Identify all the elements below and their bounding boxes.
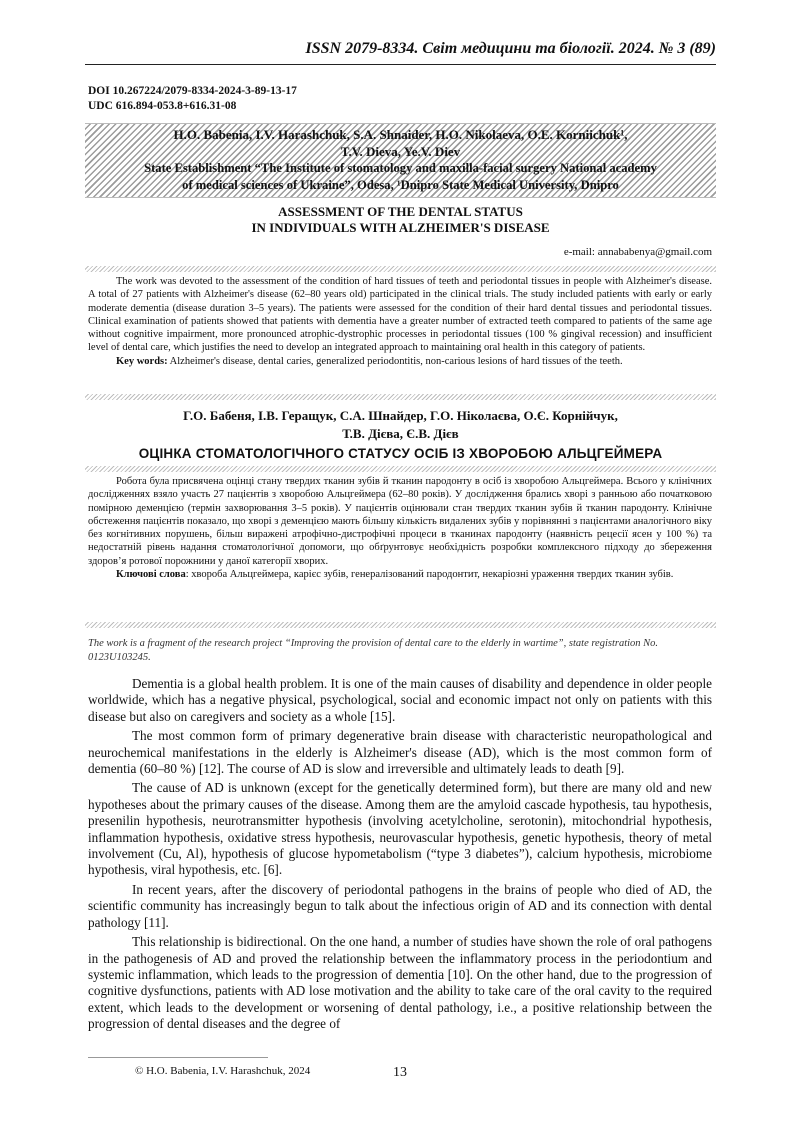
doi[interactable]: DOI 10.267224/2079-8334-2024-3-89-13-17 — [88, 85, 297, 97]
keywords-en-text: Alzheimer's disease, dental caries, generalized periodontitis, non-carious lesions of hard tissues of the teeth. — [169, 355, 623, 367]
divider-bottom — [85, 622, 716, 628]
article-body — [88, 676, 712, 1036]
authors-en-line2: T.V. Dieva, Ye.V. Diev — [340, 144, 461, 159]
abstract-ua-text: Робота була присвячена оцінці стану твердих тканин зубів й тканин пародонту в осіб із хворобою Альцгеймера. Всього у клінічних дослідженнях взяло участь 27 пацієнтів з хворобою Альцгеймера (62–80 років). У дослідження брались хворі з ранньою або початковою помірною деменцією (термін захворювання 3–5 років). У пацієнтів оцінювали стан твердих тканин зубів й тканин пародонту. Клінічне обстеження пацієнтів показало, що хворі з деменцією мають більшу кількість видалених зубів у порівнянні з пацієнтами аналогічного віку без когнітивних порушень, більш виражені атрофічно-дистрофічні процеси в тканинах пародонту (наявність рецесії ясен у 100 %) та недостатній рівень надання стоматологічної допомоги, що обґрунтовує необхідність розробки комплексного підходу до збереження здоров’я ротової порожнини у даної категорії хворих. — [88, 476, 712, 567]
body-paragraph: Dementia is a global health problem. It is one of the main causes of disability and dependence in older people worldwide, which has a negative physical, psychological, social and economic impact not only on patients with this disease but also on caregivers and society as a whole [15]. — [88, 676, 712, 724]
body-paragraph: The cause of AD is unknown (except for the genetically determined form), but there are many old and new hypotheses about the primary causes of the disease. Among them are the amyloid cascade hypothesis, tau hypothesis, presenilin hypothesis, neurotransmitter hypothesis (involving acetylcholine, serotonin), mitochondrial hypothesis, inflammation hypothesis, oxidative stress hypothesis, neurovascular hypothesis, genetic hypothesis, theory of metal involvement (Cu, Al), hypothesis of glucose hypometabolism (“type 3 diabetes”), calcium hypothesis, microbiome hypothesis, viral hypothesis, etc. [6]. — [88, 780, 712, 878]
article-title-ua: ОЦІНКА СТОМАТОЛОГІЧНОГО СТАТУСУ ОСІБ ІЗ ХВОРОБОЮ АЛЬЦГЕЙМЕРА — [138, 446, 663, 461]
abstract-en-text: The work was devoted to the assessment of the condition of hard tissues of teeth and periodontal tissues in people with Alzheimer's disease. A total of 27 patients with Alzheimer's disease (62–80 years old) participated in the clinical trials. The study included patients with early or early moderate dementia (disease duration 3–5 years). The patients were assessed for the condition of their hard dental tissues and periodontal tissues. Clinical examination of patients showed that patients with dementia have a greater number of extracted teeth compared to patients of the same age without cognitive impairment, more pronounced atrophic-dystrophic processes in periodontal tissues (100 % gingival recession) and insufficient level of dental care, which justifies the need to develop an integrated approach to maintaining oral health in this category of patients. — [88, 276, 712, 354]
keywords-ua — [88, 568, 712, 581]
authors-en — [85, 126, 716, 194]
keywords-ua-label: Ключові слова — [116, 569, 186, 581]
institution-line1: State Establishment “The Institute of stomatology and maxilla-facial surgery National academy — [144, 161, 657, 175]
copyright: © H.O. Babenia, I.V. Harashchuk, 2024 — [135, 1065, 311, 1077]
authors-en-line1: H.O. Babenia, I.V. Harashchuk, S.A. Shnaider, H.O. Nikolaeva, O.E. Korniichuk¹, — [173, 127, 628, 142]
keywords-ua-text: : хвороба Альцгеймера, карієс зубів, генералізований пародонтит, некаріозні ураження твердих тканин зубів. — [185, 569, 674, 581]
institution-line2: of medical sciences of Ukraine”, Odesa, ¹Dnipro State Medical University, Dnipro — [182, 178, 619, 192]
article-title-en — [85, 204, 716, 236]
abstract-en — [88, 275, 712, 368]
author-email[interactable]: e-mail: annababenya@gmail.com — [563, 246, 712, 258]
journal-header: ISSN 2079-8334. Світ медицини та біології. 2024. № 3 (89) — [85, 40, 716, 65]
abstract-ua — [88, 475, 712, 581]
body-paragraph: This relationship is bidirectional. On the one hand, a number of studies have shown the role of oral pathogens in the pathogenesis of AD and proved the relationship between the inflammatory process in the periodontium and systemic inflammation, which leads to the progression of dementia [10]. On the other hand, due to the progression of cognitive dysfunctions, patients with AD lose motivation and the ability to take care of the oral cavity to the required extent, which leads to the development or worsening of dental pathology, i.e., a positive relationship between the progression of dental diseases and the degree of — [88, 934, 712, 1032]
divider-top — [85, 266, 716, 272]
divider-middle — [85, 394, 716, 400]
project-note: The work is a fragment of the research project “Improving the provision of dental care to the elderly in wartime”, state registration No. 0123U103245. — [88, 638, 659, 663]
authors-ua — [85, 407, 716, 443]
authors-ua-line1: Г.О. Бабеня, І.В. Геращук, С.А. Шнайдер, Г.О. Ніколаєва, О.Є. Корнійчук, — [183, 408, 618, 423]
authors-ua-line2: Т.В. Дієва, Є.В. Дієв — [342, 426, 459, 441]
udc: UDC 616.894-053.8+616.31-08 — [88, 100, 237, 112]
divider-ua-top — [85, 466, 716, 472]
keywords-en — [88, 355, 712, 368]
footnote-rule — [88, 1057, 268, 1058]
body-paragraph: In recent years, after the discovery of periodontal pathogens in the brains of people who died of AD, the scientific community has increasingly begun to talk about the infectious origin of AD and its connection with dental pathology [11]. — [88, 881, 712, 930]
keywords-en-label: Key words: — [116, 355, 168, 367]
body-paragraph: The most common form of primary degenerative brain disease with characteristic neuropathological and neurochemical manifestations in the elderly is Alzheimer's disease (AD), which is the most common form of dementia (60–80 %) [12]. The course of AD is slow and irreversible and ultimately leads to death [9]. — [88, 728, 712, 777]
title-en-line1: ASSESSMENT OF THE DENTAL STATUS — [278, 204, 523, 219]
title-en-line2: IN INDIVIDUALS WITH ALZHEIMER'S DISEASE — [251, 220, 550, 235]
page-number: 13 — [393, 1065, 407, 1080]
doi-block — [88, 84, 297, 114]
